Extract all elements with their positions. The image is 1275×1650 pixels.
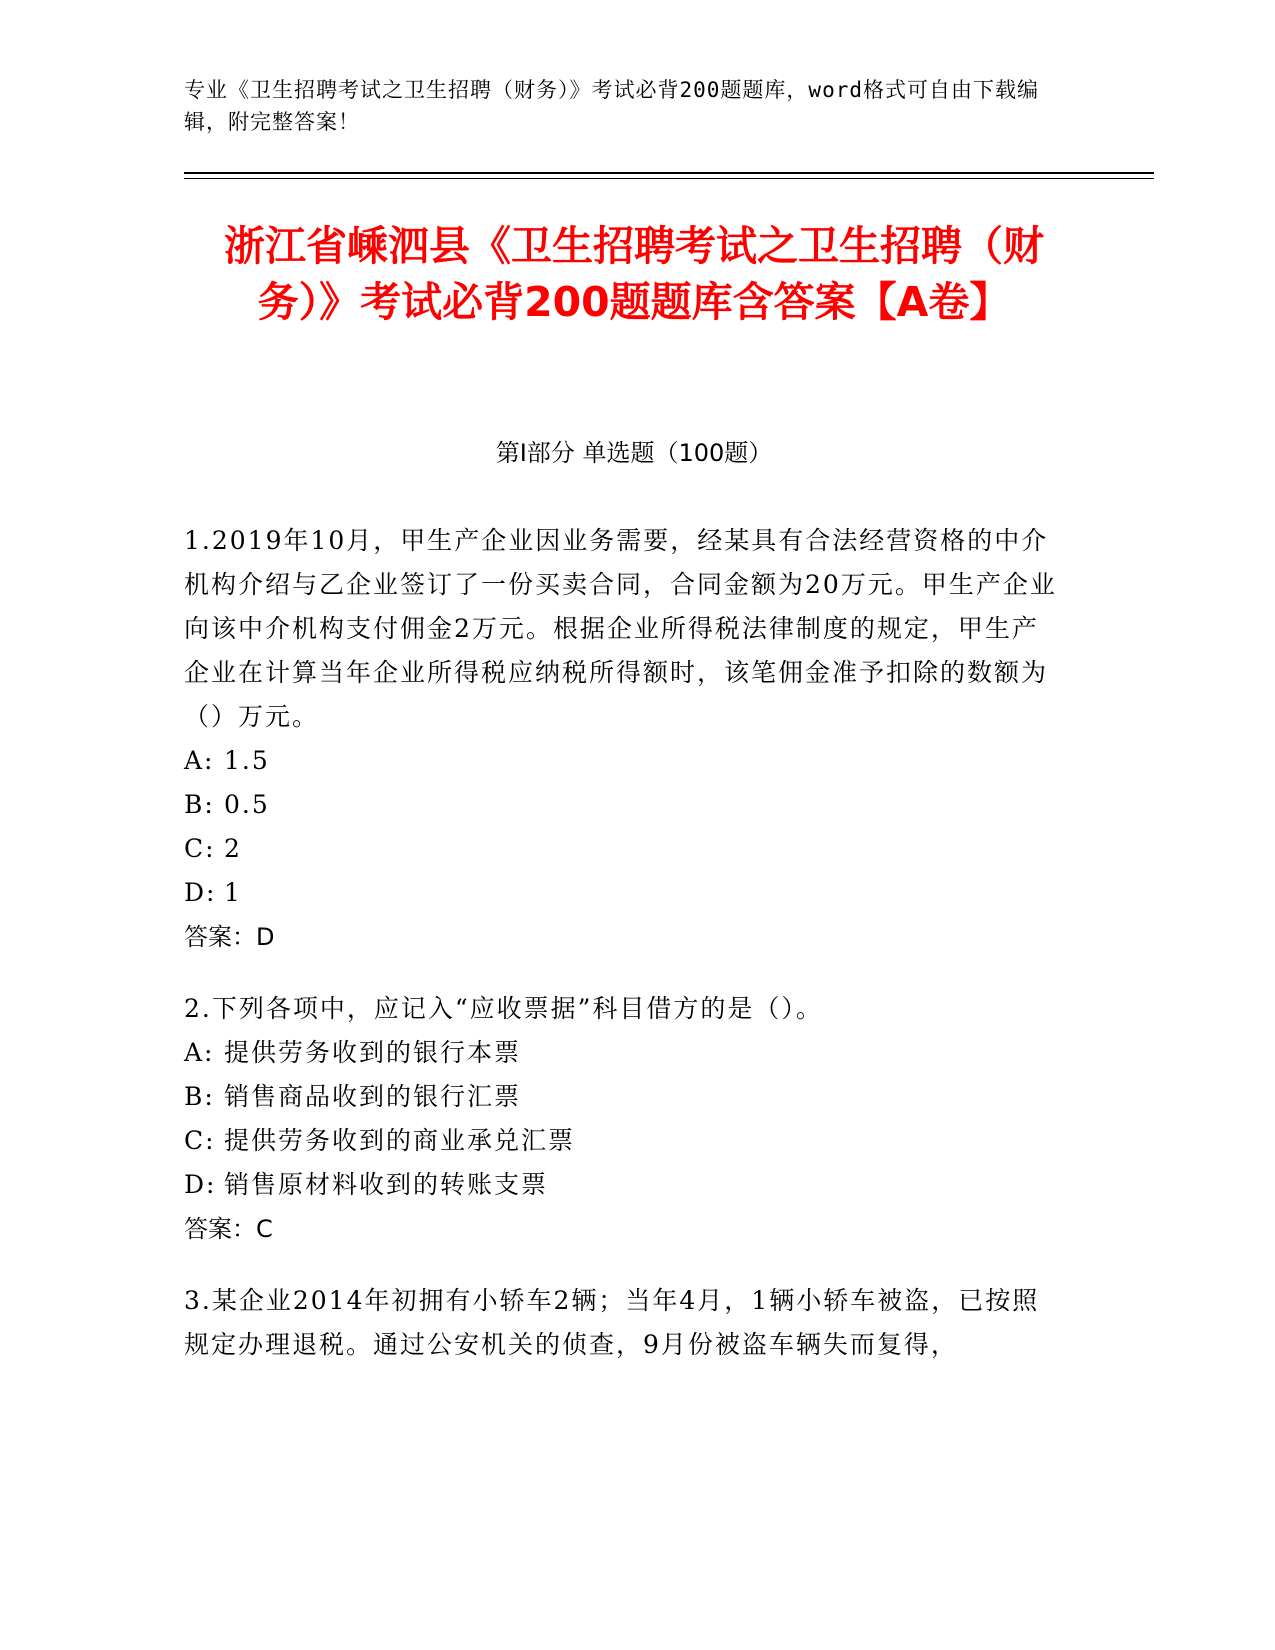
- answer-line: 答案：C: [184, 1215, 273, 1243]
- question-stem: 1.2019年10月，甲生产企业因业务需要，经某具有合法经营资格的中介机构介绍与乙企业签订了一份买卖合同，合同金额为20万元。甲生产企业向该中介机构支付佣金2万元。根据企业所得税法律制度的规定，甲生产企业在计算当年企业所得税应纳税所得额时，该笔佣金准予扣除的数额为（）万元。: [184, 526, 1057, 731]
- header-note: 专业《卫生招聘考试之卫生招聘（财务）》考试必背200题题库，word格式可自由下载编辑，附完整答案！: [184, 78, 1039, 134]
- option-text: 2: [224, 834, 242, 863]
- question-2: [184, 987, 1064, 1251]
- option-key: C:: [184, 834, 216, 863]
- option-c: [184, 827, 1064, 871]
- option-text: 0.5: [224, 790, 270, 819]
- question-stem: 2.下列各项中，应记入“应收票据”科目借方的是（）。: [184, 994, 823, 1023]
- question-stem: 3.某企业2014年初拥有小轿车2辆；当年4月，1辆小轿车被盗，已按照规定办理退税。通过公安机关的侦查，9月份被盗车辆失而复得，: [184, 1286, 1040, 1359]
- option-c: [184, 1119, 1064, 1163]
- option-d: [184, 871, 1064, 915]
- option-text: 1.5: [224, 746, 270, 775]
- header-divider-thick: [184, 172, 1154, 174]
- option-a: [184, 739, 1064, 783]
- option-text: 销售商品收到的银行汇票: [224, 1082, 522, 1111]
- answer-line: 答案：D: [184, 923, 275, 951]
- option-a: [184, 1031, 1064, 1075]
- option-key: C:: [184, 1126, 216, 1155]
- option-text: 提供劳务收到的银行本票: [224, 1038, 522, 1067]
- option-key: D:: [184, 878, 217, 907]
- option-key: A:: [184, 1038, 215, 1067]
- option-key: A:: [184, 746, 215, 775]
- option-text: 1: [224, 878, 242, 907]
- option-b: [184, 1075, 1064, 1119]
- option-text: 提供劳务收到的商业承兑汇票: [224, 1126, 576, 1155]
- option-key: B:: [184, 790, 215, 819]
- option-text: 销售原材料收到的转账支票: [224, 1170, 549, 1199]
- option-d: [184, 1163, 1064, 1207]
- document-title: 浙江省嵊泗县《卫生招聘考试之卫生招聘（财务）》考试必背200题题库含答案【A卷】: [224, 222, 1044, 326]
- option-key: D:: [184, 1170, 217, 1199]
- option-key: B:: [184, 1082, 215, 1111]
- question-3: [184, 1279, 1064, 1367]
- part-heading: 第I部分 单选题（100题）: [495, 439, 773, 467]
- header-divider-thin: [184, 178, 1154, 179]
- option-b: [184, 783, 1064, 827]
- question-1: [184, 519, 1064, 959]
- question-list: [184, 519, 1064, 1395]
